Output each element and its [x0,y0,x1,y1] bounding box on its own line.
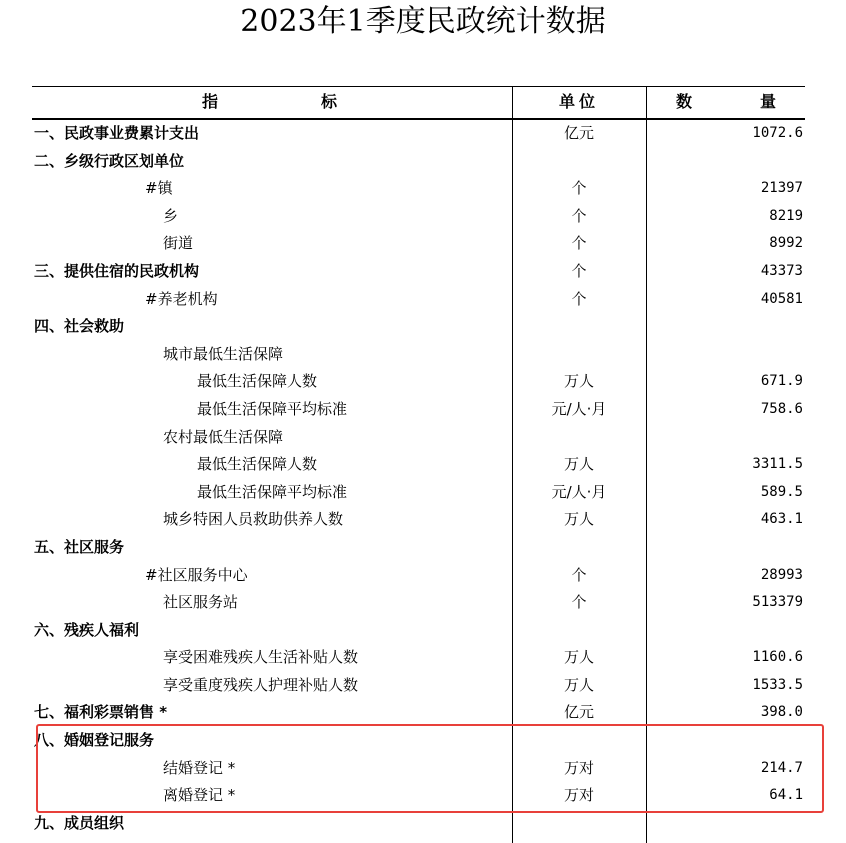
row-indicator-name: 结婚登记 * [163,758,236,777]
row-unit: 个 [571,234,587,253]
table-row [32,589,805,617]
row-unit: 个 [571,289,587,308]
row-indicator-name: 离婚登记 * [163,786,236,805]
row-value: 40581 [760,290,803,307]
row-value: 214.7 [760,759,803,776]
header-quantity-char-2: 量 [760,92,777,111]
table-row [32,562,805,590]
row-indicator-name: 城乡特困人员救助供养人数 [163,510,344,529]
row-indicator-name: 最低生活保障人数 [197,372,318,391]
table-row [32,479,805,507]
row-indicator-name: #镇 [145,179,173,198]
row-indicator-name: 九、成员组织 [34,813,125,832]
header-quantity-char-1: 数 [676,92,693,111]
table-row [32,534,805,562]
row-value: 1072.6 [752,125,803,141]
row-indicator-name: 最低生活保障人数 [197,455,318,474]
table-row [32,230,805,258]
row-value: 28993 [760,566,803,583]
header-indicator-char-2: 标 [320,92,337,111]
table-row [32,341,805,369]
page-title: 2023年1季度民政统计数据 [240,4,606,39]
row-indicator-name: 享受困难残疾人生活补贴人数 [163,648,359,667]
table-row [32,286,805,314]
row-value: 513379 [752,594,803,611]
row-indicator-name: 城市最低生活保障 [163,344,284,363]
row-value: 1533.5 [752,676,803,693]
row-value: 64.1 [769,787,803,804]
table-row [32,313,805,341]
row-indicator-name: 享受重度残疾人护理补贴人数 [163,675,359,694]
row-value: 43373 [760,262,803,279]
row-value: 671.9 [760,373,803,390]
row-unit: 元/人·月 [551,482,607,501]
row-value: 1160.6 [752,649,803,666]
row-unit: 万人 [563,675,594,694]
row-value: 758.6 [760,400,803,417]
table-row [32,617,805,645]
row-indicator-name: 七、福利彩票销售 * [34,703,168,722]
row-unit: 元/人·月 [551,399,607,418]
row-indicator-name: 乡 [163,206,179,225]
row-unit: 万人 [563,510,594,529]
row-value: 589.5 [760,483,803,500]
table-row [32,175,805,203]
row-value: 8992 [769,235,803,252]
table-row [32,203,805,231]
row-value: 21397 [760,180,803,197]
row-indicator-name: 最低生活保障平均标准 [197,399,348,418]
table-row [32,258,805,286]
row-unit: 万人 [563,648,594,667]
table-row [32,396,805,424]
table-row [32,424,805,452]
header-indicator-char-1: 指 [202,92,219,111]
row-unit: 个 [571,593,587,612]
row-indicator-name: #养老机构 [145,289,218,308]
header-unit: 单位 [558,92,599,111]
row-unit: 个 [571,206,587,225]
row-indicator-name: 三、提供住宿的民政机构 [34,261,200,280]
row-indicator-name: 四、社会救助 [34,317,125,336]
row-indicator-name: 街道 [163,234,194,253]
row-indicator-name: 五、社区服务 [34,537,125,556]
table-row [32,672,805,700]
table-row [32,148,805,176]
row-unit: 亿元 [563,124,594,142]
row-value: 8219 [769,207,803,224]
row-indicator-name: 最低生活保障平均标准 [197,482,348,501]
row-value: 463.1 [760,511,803,528]
row-unit: 万对 [563,758,594,777]
table-row [32,120,805,148]
row-unit: 个 [571,179,587,198]
table-header [32,86,805,118]
highlight-box [36,724,824,813]
row-unit: 个 [571,565,587,584]
row-value: 398.0 [760,704,803,721]
row-value: 3311.5 [752,456,803,473]
table-row [32,810,805,838]
header-quantity [646,86,805,118]
header-indicator [202,86,337,118]
row-indicator-name: 一、民政事业费累计支出 [34,124,200,142]
row-unit: 万对 [563,786,594,805]
table-row [32,506,805,534]
row-indicator-name: 二、乡级行政区划单位 [34,151,185,170]
table-row [32,451,805,479]
row-unit: 亿元 [563,703,594,722]
table-row [32,368,805,396]
row-indicator-name: 六、残疾人福利 [34,620,140,639]
row-indicator-name: 社区服务站 [163,593,239,612]
row-indicator-name: 八、婚姻登记服务 [34,731,155,750]
table-row [32,699,805,727]
table-row [32,644,805,672]
row-unit: 万人 [563,455,594,474]
row-indicator-name: 农村最低生活保障 [163,427,284,446]
row-indicator-name: #社区服务中心 [145,565,248,584]
row-unit: 万人 [563,372,594,391]
row-unit: 个 [571,261,587,280]
